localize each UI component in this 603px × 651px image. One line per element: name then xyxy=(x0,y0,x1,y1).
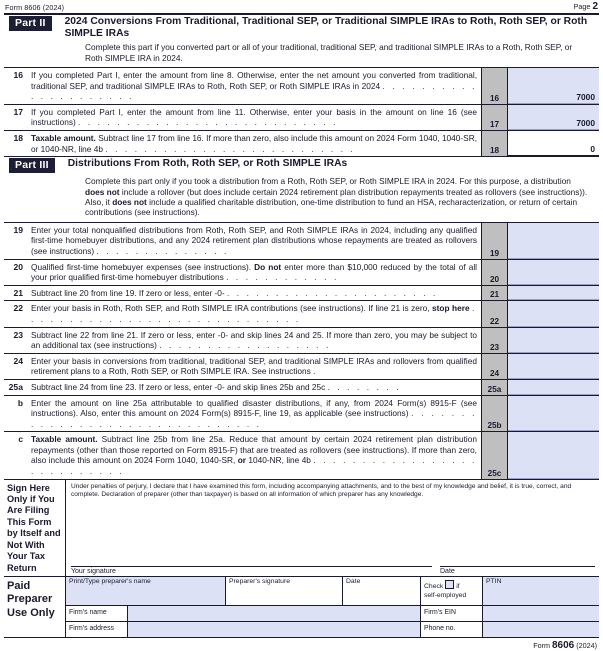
line-25a-box-number: 25a xyxy=(482,380,508,395)
line-18-value: 0 xyxy=(590,144,595,155)
line-text-18 xyxy=(28,131,481,156)
line-row-19 xyxy=(4,223,599,260)
preparer-row-1 xyxy=(66,577,599,606)
part-3-description xyxy=(4,173,599,222)
line-text-21 xyxy=(28,286,481,301)
part-2-description: Complete this part if you converted part or all of your traditional, traditional SEP, and traditional SIMPLE IRAs to a Roth, Roth SEP, or Roth SIMPLE IRA in 2024. xyxy=(85,42,573,63)
phone-field[interactable] xyxy=(483,622,599,637)
dot-leader: . . . . . . . . . . . . . . . . . . . . . . . . . . xyxy=(105,143,356,154)
firm-name-field[interactable] xyxy=(128,606,421,621)
part-3-lines xyxy=(4,223,599,479)
line-row-18 xyxy=(4,131,599,156)
line-text-16-body: If you completed Part I, enter the amount from line 8. Otherwise, enter the net amount you converted from traditional, traditional SEP, and traditional SIMPLE IRAs to Roth, Roth SEP, or Roth SIMPLE IRAs in 2024 xyxy=(31,70,477,91)
signature-lines xyxy=(66,499,599,575)
line-24-value-field[interactable] xyxy=(508,354,599,379)
line-22-value-field[interactable] xyxy=(508,301,599,326)
preparer-name-field[interactable] xyxy=(66,577,226,605)
firm-name-label-cell xyxy=(66,606,128,621)
dot-leader: . . . . . . . . . . . . xyxy=(226,272,339,283)
page-label: Page xyxy=(573,2,591,11)
footer-year: (2024) xyxy=(576,640,597,650)
dot-leader: . . . . . . . . . . . . . . . . . . . . . . . . . . . xyxy=(78,117,339,128)
line-25b-value-field[interactable] xyxy=(508,396,599,432)
part-3-header-block xyxy=(4,156,599,223)
line-24-cells xyxy=(481,354,599,379)
line-20-box-number: 20 xyxy=(482,260,508,285)
part-3-desc-2: include a rollover (but does include certain 2024 retirement plan distribution repayments treated as rollovers (see instructions)). Also, it xyxy=(85,186,588,207)
line-19-value-field[interactable] xyxy=(508,223,599,259)
line-25a-value-field[interactable] xyxy=(508,380,599,395)
line-number-25a: 25a xyxy=(8,381,23,392)
firm-ein-caption: Firm's EIN xyxy=(424,608,456,616)
phone-label-cell xyxy=(421,622,483,637)
check-label-1: Check xyxy=(424,582,444,590)
paid-preparer-label: Paid Preparer Use Only xyxy=(4,577,66,637)
line-23-box-number: 23 xyxy=(482,328,508,353)
line-text-20-post: enter more than $10,000 reduced by the total of all your prior qualified first-time homebuyer distributions xyxy=(31,261,478,283)
line-25c-box-number: 25c xyxy=(482,432,508,478)
line-number-19: 19 xyxy=(13,224,23,235)
line-20-cells xyxy=(481,260,599,285)
part-2-title: 2024 Conversions From Traditional, Traditional SEP, or Traditional SIMPLE IRAs to Roth, Roth SEP, or Roth SIMPLE IRAs xyxy=(64,16,588,39)
self-employed-checkbox[interactable] xyxy=(445,580,454,589)
part-3-desc-1: Complete this part only if you took a distribution from a Roth, Roth SEP, or Roth SIMPLE IRA in 2024. For this purpose, a distribution xyxy=(85,176,571,187)
part-2-banner xyxy=(4,15,599,39)
line-row-25c xyxy=(4,432,599,478)
part-3-banner xyxy=(4,157,599,173)
line-text-25c xyxy=(28,432,481,478)
line-22-box-number: 22 xyxy=(482,301,508,326)
firm-name-caption: Firm's name xyxy=(69,608,107,616)
line-row-22 xyxy=(4,301,599,327)
line-20-value-field[interactable] xyxy=(508,260,599,285)
line-number-25b: b xyxy=(17,397,23,408)
line-18-cells xyxy=(481,131,599,156)
firm-address-caption: Firm's address xyxy=(69,624,114,632)
line-number-18: 18 xyxy=(13,132,23,143)
firm-address-label-cell xyxy=(66,622,128,637)
part-3-desc-3: include a qualified charitable distribution, one-time distribution to fund an HSA, recharacterization, or return of certain contributions (see instructions). xyxy=(85,196,578,218)
form-body xyxy=(4,13,599,638)
part-2-header-block xyxy=(4,15,599,68)
preparer-name-caption: Print/Type preparer's name xyxy=(69,577,151,585)
line-text-25c-emphasis: Taxable amount. xyxy=(31,434,98,445)
check-label-3: self-employed xyxy=(424,591,467,599)
preparer-date-field[interactable] xyxy=(343,577,421,605)
line-number-22: 22 xyxy=(13,303,23,314)
your-signature-input[interactable] xyxy=(71,540,432,567)
paid-preparer-section xyxy=(4,576,599,637)
line-text-18-emphasis: Taxable amount. xyxy=(31,132,96,143)
preparer-signature-field[interactable] xyxy=(226,577,343,605)
line-text-16 xyxy=(28,68,481,104)
line-number-25c: c xyxy=(18,434,23,445)
line-25a-cells xyxy=(481,380,599,395)
line-23-cells xyxy=(481,328,599,353)
part-2-lines xyxy=(4,68,599,156)
line-text-20 xyxy=(28,260,481,285)
footer-prefix: Form xyxy=(533,640,550,650)
line-22-cells xyxy=(481,301,599,326)
signature-date-caption: Date xyxy=(440,567,455,575)
line-text-24-body: Enter your basis in conversions from traditional, traditional SEP, and traditional SIMPLE IRAs and rollovers from qualified retirement plans to a Roth, Roth SEP, or Roth SIMPLE IRA. See instructions xyxy=(31,355,477,377)
dot-leader: . . . . . . . . . . . . . . . . . . . . . . xyxy=(227,287,438,298)
ptin-caption: PTIN xyxy=(486,577,502,585)
line-text-19-body: Enter your total nonqualified distributions from Roth, Roth SEP, and Roth SIMPLE IRAs in 2024, including any qualified first-time homebuyer distributions, and any 2024 retirement plan distributions whose repayments are treated as rollovers (see instructions) xyxy=(31,224,477,256)
page-indicator xyxy=(574,1,598,12)
ptin-field[interactable] xyxy=(483,577,599,605)
line-text-25a-body: Subtract line 24 from line 23. If zero or less, enter -0- and skip lines 25b and 25c xyxy=(31,381,326,392)
line-21-value-field[interactable] xyxy=(508,286,599,301)
part-3-desc-bold-1: does not xyxy=(85,186,120,197)
perjury-statement: Under penalties of perjury, I declare that I have examined this form, including accompanying attachments, and to the best of my knowledge and belief, it is true, correct, and complete. Declaration of preparer (other than taxpayer) is based on all information of which preparer has any knowledge. xyxy=(71,482,572,499)
line-text-25b-body: Enter the amount on line 25a attributable to qualified disaster distributions, if any, from 2024 Form(s) 8915-F (see instructions). Also, enter this amount on 2024 Form(s) 8915-F, line 19, as applicable (see instructions) xyxy=(31,397,477,419)
line-text-17-body: If you completed Part I, enter the amount from line 11. Otherwise, enter your basis in the amount on line 16 (see instructions) xyxy=(31,106,477,128)
line-16-value-field[interactable] xyxy=(508,68,599,104)
line-number-20: 20 xyxy=(13,261,23,272)
signature-section xyxy=(4,479,599,576)
preparer-row-2 xyxy=(66,606,599,622)
line-25c-value-field[interactable] xyxy=(508,432,599,478)
line-number-23: 23 xyxy=(13,329,23,340)
line-text-25c-body: Subtract line 25b from line 25a. Reduce that amount by certain 2024 retirement plan distribution repayments (other than those reported on Form 8915-F) that are treated as rollovers (see instructions). If more than zero, also include this amount on 2024 Form 1040, 1040-SR, xyxy=(31,434,477,466)
preparer-signature-caption: Preparer's signature xyxy=(229,577,290,585)
part-3-tag: Part III xyxy=(9,158,55,173)
line-21-box-number: 21 xyxy=(482,286,508,301)
dot-leader: . . . . . . . . . . . . . . . . . . xyxy=(159,340,331,351)
line-text-22-emphasis: stop here xyxy=(432,303,470,314)
line-row-24 xyxy=(4,354,599,380)
line-25b-cells xyxy=(481,396,599,432)
line-row-17 xyxy=(4,105,599,131)
preparer-row-3 xyxy=(66,622,599,637)
line-text-22 xyxy=(28,301,481,326)
dot-leader: . . . . . . . . . . . . . . . . . . . . . . . . . . . . . . . xyxy=(31,408,477,429)
line-number-24: 24 xyxy=(13,355,23,366)
line-text-23 xyxy=(28,328,481,353)
signature-date-column xyxy=(440,540,595,575)
dot-leader: . . . . . . . . . . . . . . . . . . . . . . . . . . . xyxy=(31,455,477,477)
dot-leader: . . . . . . . . . . . . . . xyxy=(96,245,229,256)
line-19-box-number: 19 xyxy=(482,223,508,259)
line-16-value: 7000 xyxy=(576,91,595,102)
preparer-date-caption: Date xyxy=(346,577,361,585)
line-text-25b xyxy=(28,396,481,432)
phone-caption: Phone no. xyxy=(424,624,456,632)
dot-leader: . . . . . . . . . . . . . . . . . . . . . . . . . . . . . xyxy=(31,303,477,324)
line-16-cells xyxy=(481,68,599,104)
line-number-16: 16 xyxy=(13,70,23,80)
line-text-22-body: Enter your basis in Roth, Roth SEP, and Roth SIMPLE IRA contributions (see instructions). If line 21 is zero, xyxy=(31,303,433,314)
self-employed-check-inner xyxy=(421,577,482,600)
signature-date-input[interactable] xyxy=(440,540,595,567)
line-text-23-body: Subtract line 22 from line 21. If zero or less, enter -0- and skip lines 24 and 25. If more than zero, you may be subject to an additional tax (see instructions) xyxy=(31,329,477,351)
line-17-value: 7000 xyxy=(576,117,595,128)
sign-here-label: Sign Here Only if You Are Filing This Form by Itself and Not With Your Tax Return xyxy=(4,480,66,576)
line-text-19 xyxy=(28,223,481,259)
line-17-cells xyxy=(481,105,599,130)
part-3-title: Distributions From Roth, Roth SEP, or Roth SIMPLE IRAs xyxy=(67,158,348,170)
your-signature-column xyxy=(71,540,432,575)
line-23-value-field[interactable] xyxy=(508,328,599,353)
line-row-20 xyxy=(4,260,599,286)
line-16-box-number: 16 xyxy=(482,68,508,104)
line-21-cells xyxy=(481,286,599,301)
line-number-17: 17 xyxy=(13,106,23,117)
page-number: 2 xyxy=(592,1,598,12)
line-text-20-body: Qualified first-time homebuyer expenses (see instructions). xyxy=(31,261,255,272)
line-text-17 xyxy=(28,105,481,130)
dot-leader: . . . . . . . . . . . . . . . . . . . . . xyxy=(31,80,477,102)
page-footer xyxy=(0,638,603,651)
line-text-20-emphasis: Do not xyxy=(254,261,282,272)
line-25c-cells xyxy=(481,432,599,478)
line-text-21-body: Subtract line 20 from line 19. If zero or less, enter -0- xyxy=(31,287,225,298)
dot-leader: . . . . . . . . xyxy=(327,381,402,392)
line-row-25b xyxy=(4,396,599,433)
line-row-21 xyxy=(4,286,599,302)
line-19-cells xyxy=(481,223,599,259)
your-signature-caption: Your signature xyxy=(71,567,116,575)
part-3-desc-bold-2: does not xyxy=(112,196,147,207)
paid-preparer-table xyxy=(66,577,599,637)
part-2-tag: Part II xyxy=(9,16,52,31)
line-text-24 xyxy=(28,354,481,379)
line-text-25c-post: 1040-NR, line 4b xyxy=(246,455,311,466)
line-25b-box-number: 25b xyxy=(482,396,508,432)
line-18-box-number: 18 xyxy=(482,131,508,156)
form-reference: Form 8606 (2024) xyxy=(5,3,65,12)
firm-address-field[interactable] xyxy=(128,622,421,637)
signature-body xyxy=(66,480,599,576)
line-17-value-field[interactable] xyxy=(508,105,599,130)
line-number-21: 21 xyxy=(13,287,23,298)
line-24-box-number: 24 xyxy=(482,354,508,379)
page-header xyxy=(0,0,603,13)
line-text-25c-emphasis-2: or xyxy=(237,455,247,466)
firm-ein-field[interactable] xyxy=(483,606,599,621)
line-row-25a xyxy=(4,380,599,396)
firm-ein-label-cell xyxy=(421,606,483,621)
line-text-18-body: Subtract line 17 from line 16. If more than zero, also include this amount on 2024 Form 1040, 1040-SR, or 1040-NR, line 4b xyxy=(31,132,477,154)
line-17-box-number: 17 xyxy=(482,105,508,130)
footer-form-number: 8606 xyxy=(551,639,575,651)
line-text-25a xyxy=(28,380,481,395)
self-employed-check-cell xyxy=(421,577,483,605)
dot-leader: . xyxy=(313,366,318,377)
line-row-16 xyxy=(4,68,599,105)
check-label-2: if xyxy=(456,582,460,590)
line-18-value-field[interactable] xyxy=(508,131,599,156)
line-row-23 xyxy=(4,328,599,354)
